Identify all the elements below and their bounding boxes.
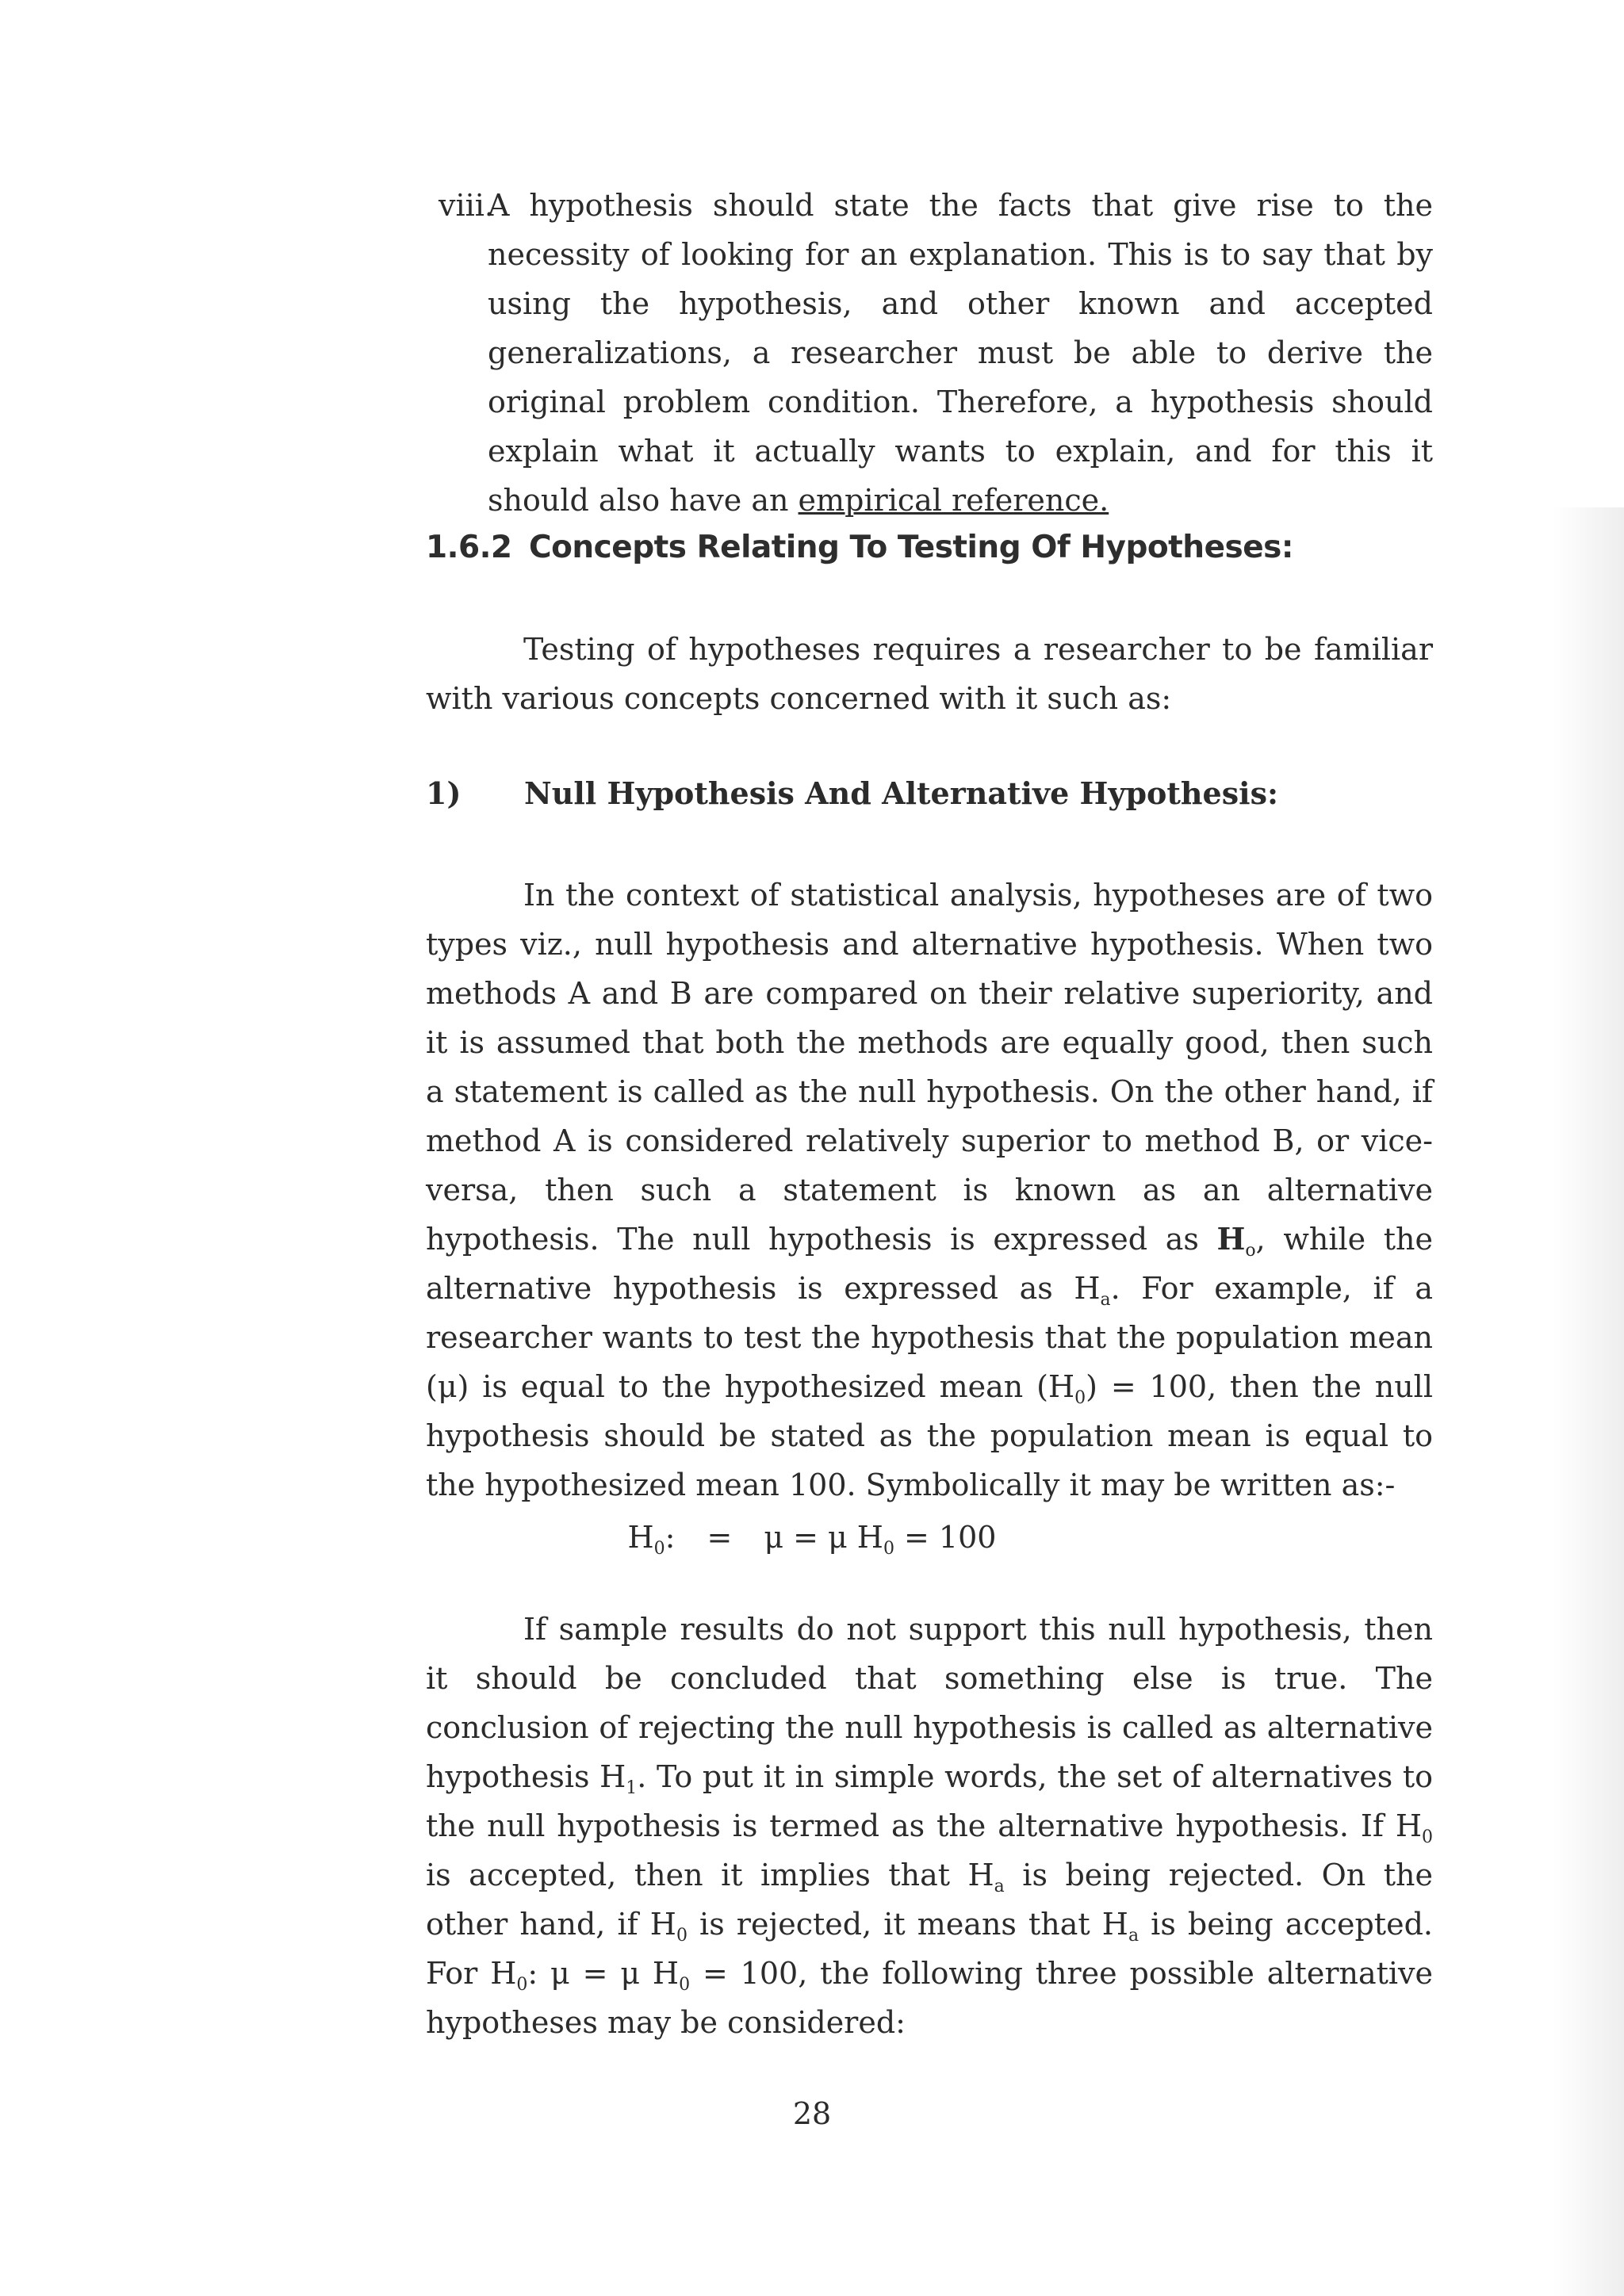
subscript: 0 <box>883 1539 894 1559</box>
page-edge-shadow <box>1553 507 1624 2296</box>
subscript: 1 <box>626 1778 638 1798</box>
subscript: a <box>994 1877 1005 1896</box>
paragraph-text <box>426 1605 1433 2047</box>
subscript: a <box>1100 1290 1111 1310</box>
section-intro-text: Testing of hypotheses requires a researcher to be familiar with various concepts concerned with it such as: <box>426 632 1433 716</box>
formula-tail: = 100 <box>894 1520 997 1555</box>
subscript: 0 <box>679 1975 691 1995</box>
list-marker: viii. <box>439 188 495 223</box>
formula-h: H <box>627 1520 654 1555</box>
paragraph-null-hypothesis <box>426 871 1433 1510</box>
subsection-heading <box>426 775 1278 811</box>
section-heading <box>426 530 1293 565</box>
text-run: is being accepted. For H <box>426 1907 1433 1991</box>
subsection-number: 1) <box>426 775 462 811</box>
text-run: , while the alternative hypothesis is expressed as H <box>426 1222 1433 1306</box>
text-run: ) = 100, then the null hypothesis should be stated as the population mean is equal to the hypothesized mean 100. Symbolically it may be written as:- <box>426 1369 1433 1502</box>
list-item-rest: looking for an explanation. This is to say that by using the hypothesis, and other known and accepted generalizations, a researcher must be able to derive the original problem condition. Therefore, a hypothesis should explain what it actually wants to explain, and for this it should also have an <box>488 237 1433 518</box>
text-run: is accepted, then it implies that H <box>426 1858 994 1892</box>
subscript: 0 <box>653 1539 665 1559</box>
text-run: is rejected, it means that H <box>687 1907 1128 1942</box>
formula-colon: : <box>665 1520 676 1555</box>
formula-rhs: μ = μ H <box>764 1520 883 1555</box>
list-item-viii <box>426 181 1433 525</box>
list-item-line1: A hypothesis should state the facts that give rise to the necessity of <box>488 188 1433 272</box>
list-item-text <box>488 181 1433 525</box>
text-run: . To put it in simple words, the set of alternatives to the null hypothesis is termed as the alternative hypothesis. If H <box>426 1759 1434 1843</box>
subscript: 0 <box>1074 1388 1086 1408</box>
text-run: = 100, the following three possible alternative hypotheses may be considered: <box>426 1956 1433 2040</box>
section-intro <box>426 625 1433 723</box>
empirical-reference-link: empirical reference. <box>798 483 1109 518</box>
section-number: 1.6.2 <box>426 530 512 565</box>
text-run: : μ = μ H <box>527 1956 680 1991</box>
text-run: If sample results do not support this null hypothesis, then it should be concluded that something else is true. The conclusion of rejecting the null hypothesis is called as alternative hypothesis H <box>426 1612 1433 1794</box>
null-hypothesis-formula <box>0 1513 1624 1562</box>
subscript: 0 <box>1422 1827 1433 1847</box>
text-run: In the context of statistical analysis, hypotheses are of two types viz., null hypothesis and alternative hypothesis. When two methods A and B are compared on their relative superiority, and it is assumed that both the methods are equally good, then such a statement is called as the null hypothesis. On the other hand, if method A is considered relatively superior to method B, or vice-versa, then such a statement is known as an alternative hypothesis. The null hypothesis is expressed as <box>426 878 1433 1257</box>
text-run: . For example, if a researcher wants to test the hypothesis that the population mean (μ) is equal to the hypothesized mean (H <box>426 1271 1433 1404</box>
subscript: a <box>1128 1926 1139 1946</box>
subsection-title: Null Hypothesis And Alternative Hypothesis: <box>524 775 1278 811</box>
paragraph-text <box>426 871 1433 1510</box>
subscript: o <box>1245 1241 1256 1261</box>
section-title: Concepts Relating To Testing Of Hypotheses: <box>529 530 1293 565</box>
paragraph-alternative-hypothesis <box>426 1605 1433 2047</box>
formula-equals: = <box>707 1520 733 1555</box>
h0-symbol: H <box>1216 1221 1246 1257</box>
page-number: 28 <box>792 2096 832 2131</box>
subscript: 0 <box>516 1975 528 1995</box>
subscript: 0 <box>676 1926 688 1946</box>
text-run: is being rejected. On the other hand, if H <box>426 1858 1433 1942</box>
